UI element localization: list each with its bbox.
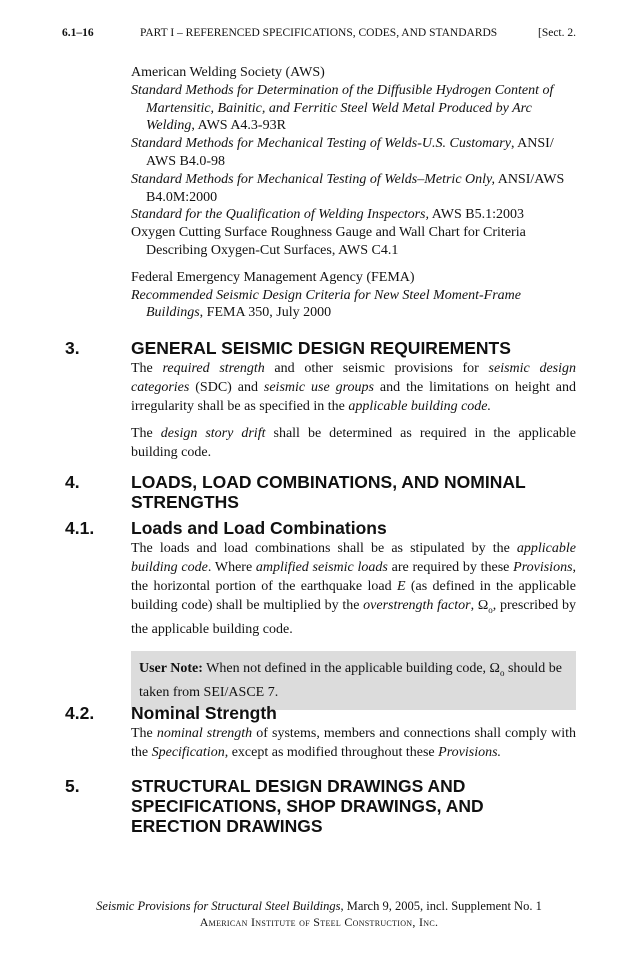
reference-list (131, 64, 576, 322)
reference-entry: Recommended Seismic Design Criteria for New Steel Moment-Frame Buildings, FEMA 350, July 2000 (131, 287, 521, 321)
reference-org-fema: Federal Emergency Management Agency (FEMA) (131, 269, 415, 285)
section-title: Nominal Strength (131, 703, 277, 723)
reference-entry: Standard Methods for Mechanical Testing of Welds-U.S. Customary, ANSI/ AWS B4.0-98 (131, 136, 554, 169)
section-number: 4.2. (65, 703, 95, 723)
paragraph: The nominal strength of systems, members and connections shall comply with the Specification, except as modified throughout these Provisions. (131, 726, 576, 760)
section-number: 4. (65, 472, 80, 492)
section-4-1 (65, 518, 576, 710)
page-number: 6.1–16 (62, 27, 94, 39)
footer-organization: American Institute of Steel Construction, Inc. (199, 915, 439, 929)
section-number: 5. (65, 776, 80, 796)
paragraph: The design story drift shall be determined as required in the applicable building code. (131, 426, 577, 460)
section-5 (65, 776, 576, 836)
paragraph: The loads and load combinations shall be as stipulated by the applicable building code. Where amplified seismic loads are required by these Provisions, the horizontal portion of the earthquake load E (as defined in the applicable building code) shall be multiplied by the overstrength factor, $\Omega_o$, prescribed by the applicable building code. (131, 541, 577, 637)
part-title: PART I – REFERENCED SPECIFICATIONS, CODES, AND STANDARDS (140, 27, 498, 39)
section-3 (65, 338, 576, 462)
section-body (131, 359, 576, 462)
section-marker: [Sect. 2. (537, 27, 576, 39)
reference-entry: Oxygen Cutting Surface Roughness Gauge and Wall Chart for Criteria Describing Oxygen-Cut Surfaces, AWS C4.1 (131, 225, 526, 258)
section-title: GENERAL SEISMIC DESIGN REQUIREMENTS (131, 338, 511, 358)
page-footer (0, 898, 638, 930)
section-number: 3. (65, 338, 80, 358)
section-title: Loads and Load Combinations (131, 518, 387, 538)
reference-entry: Standard Methods for Mechanical Testing of Welds–Metric Only, ANSI/AWS B4.0M:2000 (131, 171, 565, 205)
footer-citation: Seismic Provisions for Structural Steel Buildings, March 9, 2005, incl. Supplement No. 1 (96, 899, 542, 913)
section-body (131, 724, 576, 762)
reference-entry: Standard Methods for Determination of the Diffusible Hydrogen Content of Martensitic, Bainitic, and Ferritic Steel Weld Metal Produced by Arc Welding, AWS A4.3-93R (131, 82, 554, 134)
section-body (131, 539, 576, 639)
reference-entry: Standard for the Qualification of Welding Inspectors, AWS B5.1:2003 (131, 207, 524, 223)
section-number: 4.1. (65, 518, 95, 538)
section-4-2 (65, 703, 576, 762)
section-4 (65, 472, 576, 512)
user-note-label: User Note: (139, 660, 203, 676)
section-title: STRUCTURAL DESIGN DRAWINGS AND SPECIFICATIONS, SHOP DRAWINGS, AND ERECTION DRAWINGS (131, 776, 484, 836)
running-header (62, 27, 576, 43)
reference-org-aws: American Welding Society (AWS) (131, 65, 325, 80)
section-title: LOADS, LOAD COMBINATIONS, AND NOMINAL STRENGTHS (131, 472, 526, 512)
paragraph: The required strength and other seismic provisions for seismic design categories (SDC) and seismic use groups and the limitations on height and irregularity shall be as specified in the applicable building code. (131, 361, 577, 414)
user-note: User Note: When not defined in the applicable building code, $\Omega_o$ should be taken from SEI/ASCE 7. (131, 651, 576, 710)
